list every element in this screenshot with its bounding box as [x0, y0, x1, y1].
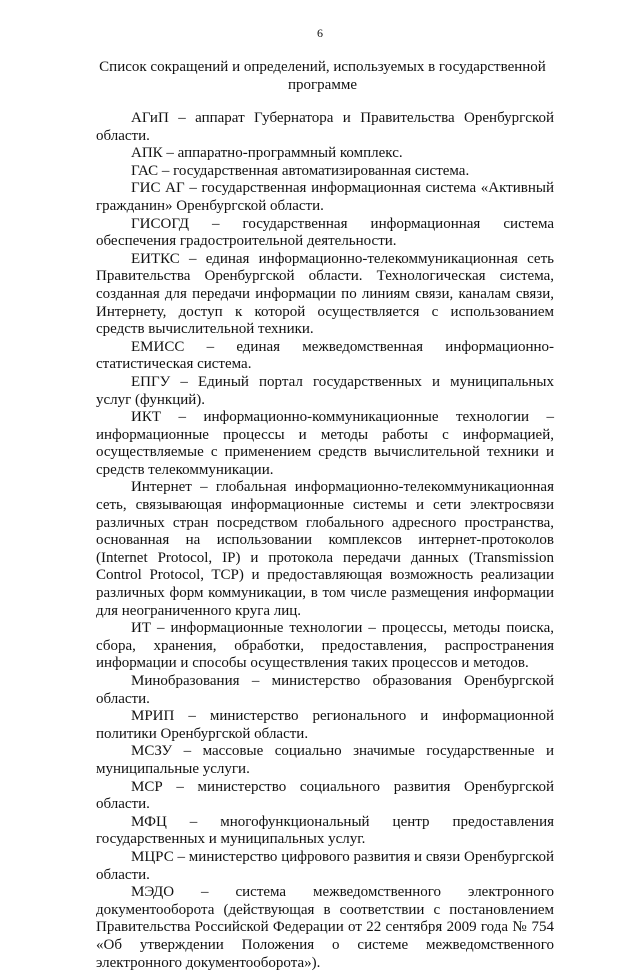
- list-item: ГИСОГД – государственная информационная система обеспечения градостроительной деятельности.: [96, 215, 554, 250]
- abbreviations-list: [96, 110, 554, 972]
- list-item: МСР – министерство социального развития Оренбургской области.: [96, 778, 554, 813]
- list-item: МСЗУ – массовые социально значимые государственные и муниципальные услуги.: [96, 743, 554, 777]
- list-item: ЕМИСС – единая межведомственная информационно-статистическая система.: [96, 338, 554, 373]
- list-item: ИТ – информационные технологии – процессы, методы поиска, сбора, хранения, обработки, предоставления, распространения информации и способы осуществления таких процессов и методов.: [96, 620, 554, 672]
- list-item: АПК – аппаратно-программный комплекс.: [131, 145, 403, 162]
- list-item: ГАС – государственная автоматизированная система.: [131, 162, 470, 179]
- document-title: Список сокращений и определений, используемых в государственной программе: [99, 59, 546, 93]
- list-item: Интернет – глобальная информационно-телекоммуникационная сеть, связывающая информационные системы и сети электросвязи различных стран посредством глобального адресного пространства, основанная на использовании комплексов интернет-протоколов (Internet Protocol, IP) и протокола передачи данных (Transmission Control Protocol, TCP) и предоставляющая возможность реализации различных форм коммуникации, в том числе размещения информации для неограниченного круга лиц.: [96, 479, 554, 619]
- page-number: 6: [317, 26, 323, 40]
- list-item: ЕПГУ – Единый портал государственных и муниципальных услуг (функций).: [96, 373, 554, 408]
- list-item: МЭДО – система межведомственного электронного документооборота (действующая в соответствии с постановлением Правительства Российской Федерации от 22 сентября 2009 года № 754 «Об утверждении Положения о системе межведомственного электронного документооборота»).: [96, 884, 554, 971]
- list-item: ИКТ – информационно-коммуникационные технологии – информационные процессы и методы работы с информацией, осуществляемые с применением средств вычислительной техники и средств телекоммуникации.: [96, 409, 554, 478]
- list-item: ЕИТКС – единая информационно-телекоммуникационная сеть Правительства Оренбургской области. Технологическая система, созданная для передачи информации по линиям связи, каналам связи, Интернету, доступ к которой осуществляется с использованием средств вычислительной техники.: [96, 250, 554, 338]
- list-item: Минобразования – министерство образования Оренбургской области.: [96, 673, 554, 707]
- list-item: МЦРС – министерство цифрового развития и связи Оренбургской области.: [96, 848, 554, 883]
- list-item: АГиП – аппарат Губернатора и Правительства Оренбургской области.: [96, 110, 554, 144]
- list-item: МФЦ – многофункциональный центр предоставления государственных и муниципальных услуг.: [96, 813, 554, 848]
- list-item: МРИП – министерство регионального и информационной политики Оренбургской области.: [96, 708, 554, 742]
- list-item: ГИС АГ – государственная информационная система «Активный гражданин» Оренбургской области.: [96, 180, 554, 214]
